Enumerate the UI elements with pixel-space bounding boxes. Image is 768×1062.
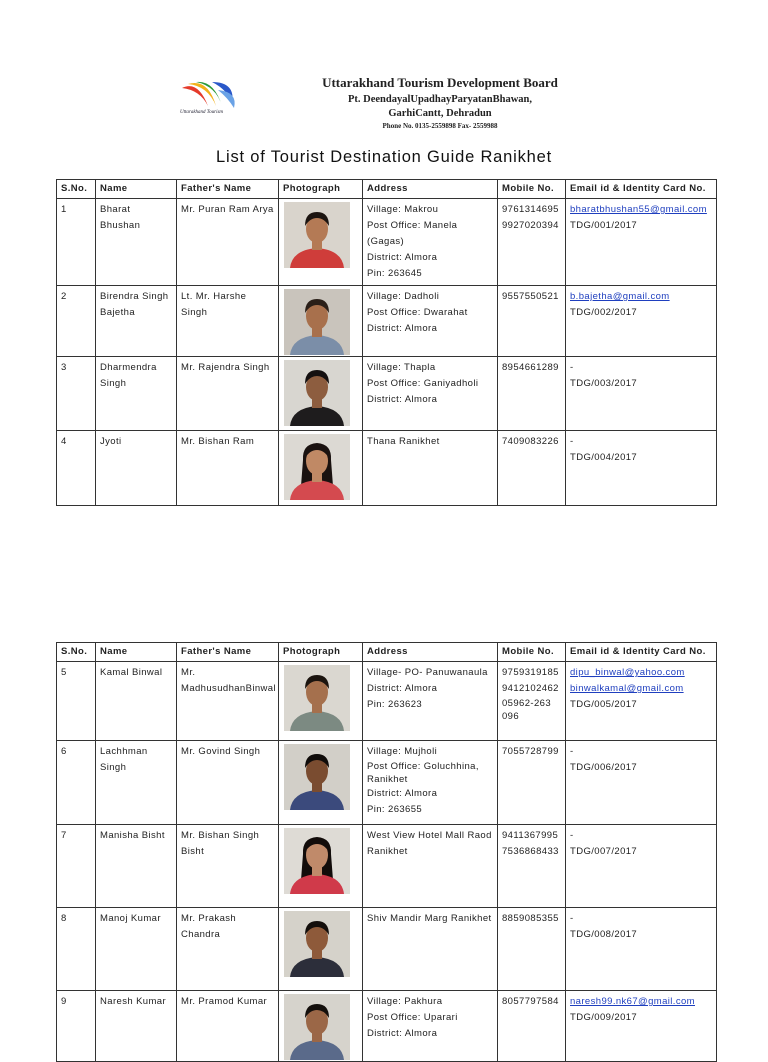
address-line: Shiv Mandir Marg Ranikhet	[367, 913, 492, 924]
address-line: Pin: 263645	[367, 268, 423, 279]
cell-mobile	[498, 825, 566, 908]
cell-email-id	[566, 431, 717, 506]
cell-mobile	[498, 741, 566, 825]
guide-photo	[284, 434, 350, 500]
cell-father: Mr. Pramod Kumar	[177, 991, 279, 1062]
organization-name: Uttarakhand Tourism Development Board	[322, 75, 558, 90]
cell-father: Mr. Puran Ram Arya	[177, 199, 279, 286]
address-line: Village: Mujholi	[367, 746, 438, 757]
cell-photo	[279, 825, 363, 908]
col-header-father: Father's Name	[177, 180, 279, 199]
cell-name: Bharat Bhushan	[96, 199, 177, 286]
email-link[interactable]: bharatbhushan55@gmail.com	[570, 204, 707, 215]
email-link[interactable]: dipu_binwal@yahoo.com	[570, 667, 685, 678]
col-header-sno: S.No.	[57, 180, 96, 199]
cell-email-id	[566, 357, 717, 431]
cell-sno: 3	[57, 357, 96, 431]
cell-photo	[279, 286, 363, 357]
address-line: Post Office: Manela (Gagas)	[367, 220, 458, 247]
cell-mobile	[498, 357, 566, 431]
guide-photo	[284, 360, 350, 426]
cell-sno: 5	[57, 662, 96, 741]
cell-photo	[279, 991, 363, 1062]
identity-card-no: TDG/004/2017	[570, 452, 638, 463]
identity-card-no: TDG/006/2017	[570, 762, 638, 773]
identity-card-no: TDG/008/2017	[570, 929, 638, 940]
email-none: -	[570, 746, 574, 757]
col-header-email: Email id & Identity Card No.	[566, 643, 717, 662]
cell-sno: 4	[57, 431, 96, 506]
mobile-number: 7536868433	[502, 846, 559, 857]
col-header-sno: S.No.	[57, 643, 96, 662]
address-line: Thana Ranikhet	[367, 436, 440, 447]
cell-father: Mr. Bishan Ram	[177, 431, 279, 506]
cell-mobile	[498, 991, 566, 1062]
table-row	[57, 357, 717, 431]
cell-sno: 6	[57, 741, 96, 825]
mobile-number: 9927020394	[502, 220, 559, 231]
table-row	[57, 908, 717, 991]
email-none: -	[570, 436, 574, 447]
guide-photo	[284, 828, 350, 894]
cell-address	[363, 431, 498, 506]
cell-name: Lachhman Singh	[96, 741, 177, 825]
cell-father: Mr. Govind Singh	[177, 741, 279, 825]
cell-father: Mr. Bishan Singh Bisht	[177, 825, 279, 908]
email-link[interactable]: b.bajetha@gmail.com	[570, 291, 670, 302]
identity-card-no: TDG/007/2017	[570, 846, 638, 857]
col-header-address: Address	[363, 643, 498, 662]
logo-caption: Uttarakhand Tourism	[180, 110, 224, 115]
cell-sno: 2	[57, 286, 96, 357]
mobile-number: 05962-263096	[502, 698, 552, 722]
address-line: Village- PO- Panuwanaula	[367, 667, 488, 678]
col-header-photo: Photograph	[279, 643, 363, 662]
identity-card-no: TDG/001/2017	[570, 220, 638, 231]
mobile-number: 9557550521	[502, 291, 559, 302]
identity-card-no: TDG/005/2017	[570, 699, 638, 710]
col-header-name: Name	[96, 643, 177, 662]
cell-name: Naresh Kumar	[96, 991, 177, 1062]
address-line: Pin: 263623	[367, 699, 423, 710]
email-line	[570, 681, 712, 697]
email-line	[570, 289, 712, 305]
mobile-number: 9761314695	[502, 204, 559, 215]
cell-address	[363, 286, 498, 357]
mobile-number: 9412102462	[502, 683, 559, 694]
email-none: -	[570, 830, 574, 841]
cell-mobile	[498, 199, 566, 286]
cell-photo	[279, 662, 363, 741]
cell-sno: 1	[57, 199, 96, 286]
cell-mobile	[498, 431, 566, 506]
address-line: District: Almora	[367, 252, 438, 263]
cell-address	[363, 825, 498, 908]
table-header-row	[57, 643, 717, 662]
col-header-email: Email id & Identity Card No.	[566, 180, 717, 199]
address-line: District: Almora	[367, 1028, 438, 1039]
mobile-number: 9759319185	[502, 667, 559, 678]
cell-name: Kamal Binwal	[96, 662, 177, 741]
address-line: Post Office: Ganiyadholi	[367, 378, 479, 389]
cell-name: Manoj Kumar	[96, 908, 177, 991]
cell-email-id	[566, 741, 717, 825]
cell-email-id	[566, 908, 717, 991]
col-header-mobile: Mobile No.	[498, 643, 566, 662]
email-none: -	[570, 362, 574, 373]
phone-fax: Phone No. 0135-2559898 Fax- 2559988	[382, 122, 498, 130]
table-row	[57, 991, 717, 1062]
address-line: Ranikhet	[367, 846, 408, 857]
cell-email-id	[566, 991, 717, 1062]
cell-sno: 8	[57, 908, 96, 991]
address-line-2: GarhiCantt, Dehradun	[388, 108, 492, 119]
address-line: District: Almora	[367, 788, 438, 799]
col-header-father: Father's Name	[177, 643, 279, 662]
col-header-mobile: Mobile No.	[498, 180, 566, 199]
guide-table-2	[56, 642, 717, 1062]
address-line: Pin: 263655	[367, 804, 423, 815]
guide-photo	[284, 202, 350, 268]
mobile-number: 7055728799	[502, 746, 559, 757]
cell-name: Dharmendra Singh	[96, 357, 177, 431]
cell-email-id	[566, 199, 717, 286]
table-header-row	[57, 180, 717, 199]
table-row	[57, 286, 717, 357]
guide-photo	[284, 994, 350, 1060]
page-header	[260, 75, 620, 130]
cell-father: Mr. MadhusudhanBinwal	[177, 662, 279, 741]
cell-email-id	[566, 825, 717, 908]
cell-photo	[279, 357, 363, 431]
cell-father: Mr. Rajendra Singh	[177, 357, 279, 431]
mobile-number: 7409083226	[502, 436, 559, 447]
cell-address	[363, 741, 498, 825]
identity-card-no: TDG/009/2017	[570, 1012, 638, 1023]
mobile-number: 8954661289	[502, 362, 559, 373]
address-line: Post Office: Uparari	[367, 1012, 458, 1023]
address-line: Post Office: Goluchhina, Ranikhet	[367, 761, 479, 785]
email-line	[570, 994, 712, 1010]
table-row	[57, 199, 717, 286]
guide-photo	[284, 289, 350, 355]
mobile-number: 9411367995	[502, 830, 559, 841]
cell-name: Jyoti	[96, 431, 177, 506]
cell-sno: 9	[57, 991, 96, 1062]
guide-photo	[284, 744, 350, 810]
address-line: District: Almora	[367, 394, 438, 405]
cell-photo	[279, 199, 363, 286]
col-header-address: Address	[363, 180, 498, 199]
address-line: Village: Dadholi	[367, 291, 440, 302]
address-line: Village: Thapla	[367, 362, 436, 373]
cell-email-id	[566, 286, 717, 357]
cell-mobile	[498, 908, 566, 991]
guide-photo	[284, 911, 350, 977]
table-row	[57, 662, 717, 741]
address-line: West View Hotel Mall Raod	[367, 830, 492, 841]
mobile-number: 8057797584	[502, 996, 559, 1007]
mobile-number: 8859085355	[502, 913, 559, 924]
guide-table-1	[56, 179, 717, 506]
cell-photo	[279, 431, 363, 506]
table-row	[57, 741, 717, 825]
cell-photo	[279, 741, 363, 825]
email-line	[570, 202, 712, 218]
email-link[interactable]: naresh99.nk67@gmail.com	[570, 996, 695, 1007]
cell-address	[363, 662, 498, 741]
cell-photo	[279, 908, 363, 991]
cell-address	[363, 357, 498, 431]
address-line: District: Almora	[367, 323, 438, 334]
email-none: -	[570, 913, 574, 924]
cell-sno: 7	[57, 825, 96, 908]
cell-father: Lt. Mr. Harshe Singh	[177, 286, 279, 357]
identity-card-no: TDG/002/2017	[570, 307, 638, 318]
cell-address	[363, 991, 498, 1062]
cell-name: Manisha Bisht	[96, 825, 177, 908]
address-line: Village: Pakhura	[367, 996, 443, 1007]
address-line: Village: Makrou	[367, 204, 439, 215]
address-line-1: Pt. DeendayalUpadhayParyatanBhawan,	[347, 94, 533, 105]
cell-father: Mr. Prakash Chandra	[177, 908, 279, 991]
cell-name: Birendra Singh Bajetha	[96, 286, 177, 357]
cell-email-id	[566, 662, 717, 741]
address-line: Post Office: Dwarahat	[367, 307, 468, 318]
table-row	[57, 825, 717, 908]
email-link[interactable]: binwalkamal@gmail.com	[570, 683, 684, 694]
cell-address	[363, 199, 498, 286]
address-line: District: Almora	[367, 683, 438, 694]
guide-photo	[284, 665, 350, 731]
identity-card-no: TDG/003/2017	[570, 378, 638, 389]
email-line	[570, 665, 712, 681]
cell-address	[363, 908, 498, 991]
col-header-photo: Photograph	[279, 180, 363, 199]
cell-mobile	[498, 286, 566, 357]
col-header-name: Name	[96, 180, 177, 199]
cell-mobile	[498, 662, 566, 741]
table-row	[57, 431, 717, 506]
page-title: List of Tourist Destination Guide Ranikhet	[216, 148, 552, 166]
